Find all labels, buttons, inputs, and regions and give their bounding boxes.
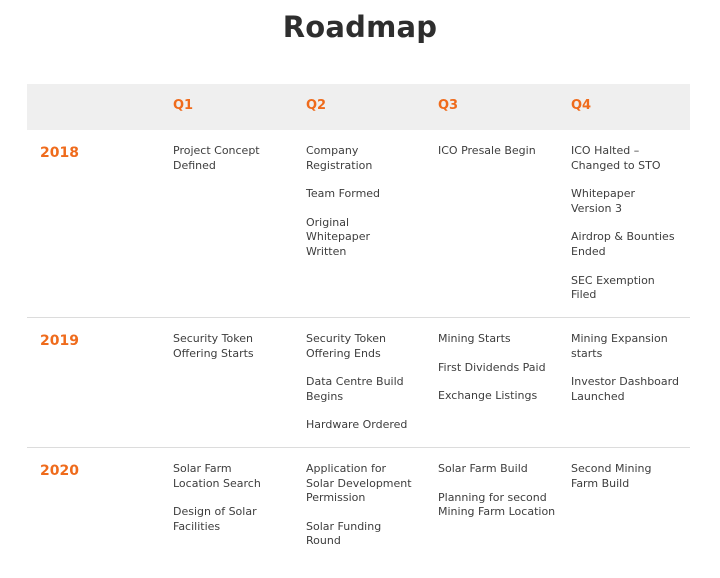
milestone-item: Original Whitepaper Written	[306, 215, 370, 258]
page-title: Roadmap	[282, 10, 438, 44]
milestone-item: Data Centre Build Begins	[306, 375, 404, 403]
cell-2020-q3	[438, 462, 556, 534]
cell-2019-q1	[173, 332, 291, 375]
milestone-item: Company Registration	[306, 144, 373, 172]
milestone-item: Team Formed	[306, 187, 381, 201]
cell-2018-q3	[438, 144, 556, 173]
milestone-item: Hardware Ordered	[306, 418, 408, 432]
milestone-item: Application for Solar Development Permission	[306, 462, 412, 505]
milestone-item: Security Token Offering Starts	[173, 332, 254, 360]
milestone-item: Planning for second Mining Farm Location	[438, 490, 556, 519]
table-row-2018	[27, 130, 690, 318]
cell-2019-q4	[571, 332, 689, 418]
cell-2018-q1	[173, 144, 291, 187]
header-q3: Q3	[438, 98, 459, 113]
milestone-item: ICO Presale Begin	[438, 144, 536, 157]
milestone-item: Investor Dashboard Launched	[571, 375, 679, 403]
cell-2018-q4	[571, 144, 689, 317]
header-q4: Q4	[571, 98, 592, 113]
year-label: 2018	[40, 145, 79, 161]
milestone-item: Whitepaper Version 3	[571, 187, 635, 215]
milestone-item: Mining Expansion starts	[571, 332, 668, 360]
milestone-item: Solar Funding Round	[306, 519, 382, 548]
cell-2020-q1	[173, 462, 291, 548]
milestone-item: Exchange Listings	[438, 389, 538, 403]
cell-2020-q4	[571, 462, 689, 505]
header-q1: Q1	[173, 98, 194, 113]
roadmap-table	[27, 84, 690, 578]
cell-2019-q3	[438, 332, 556, 418]
milestone-item: Second Mining Farm Build	[571, 462, 652, 490]
milestone-item: Solar Farm Build	[438, 462, 528, 475]
year-label: 2020	[40, 463, 79, 479]
milestone-item: Design of Solar Facilities	[173, 505, 257, 533]
table-row-2020	[27, 448, 690, 578]
milestone-item: First Dividends Paid	[438, 360, 546, 374]
milestone-item: Solar Farm Location Search	[173, 462, 261, 490]
milestone-item: Security Token Offering Ends	[306, 332, 386, 360]
cell-2020-q2	[306, 462, 424, 563]
header-q2: Q2	[306, 98, 327, 113]
table-header	[27, 84, 690, 130]
cell-2019-q2	[306, 332, 424, 447]
milestone-item: Mining Starts	[438, 332, 511, 345]
milestone-item: SEC Exemption Filed	[571, 273, 655, 302]
year-label: 2019	[40, 333, 79, 349]
milestone-item: ICO Halted – Changed to STO	[571, 144, 661, 172]
milestone-item: Project Concept Defined	[173, 144, 260, 172]
cell-2018-q2	[306, 144, 424, 274]
milestone-item: Airdrop & Bounties Ended	[571, 230, 675, 258]
table-row-2019	[27, 318, 690, 448]
